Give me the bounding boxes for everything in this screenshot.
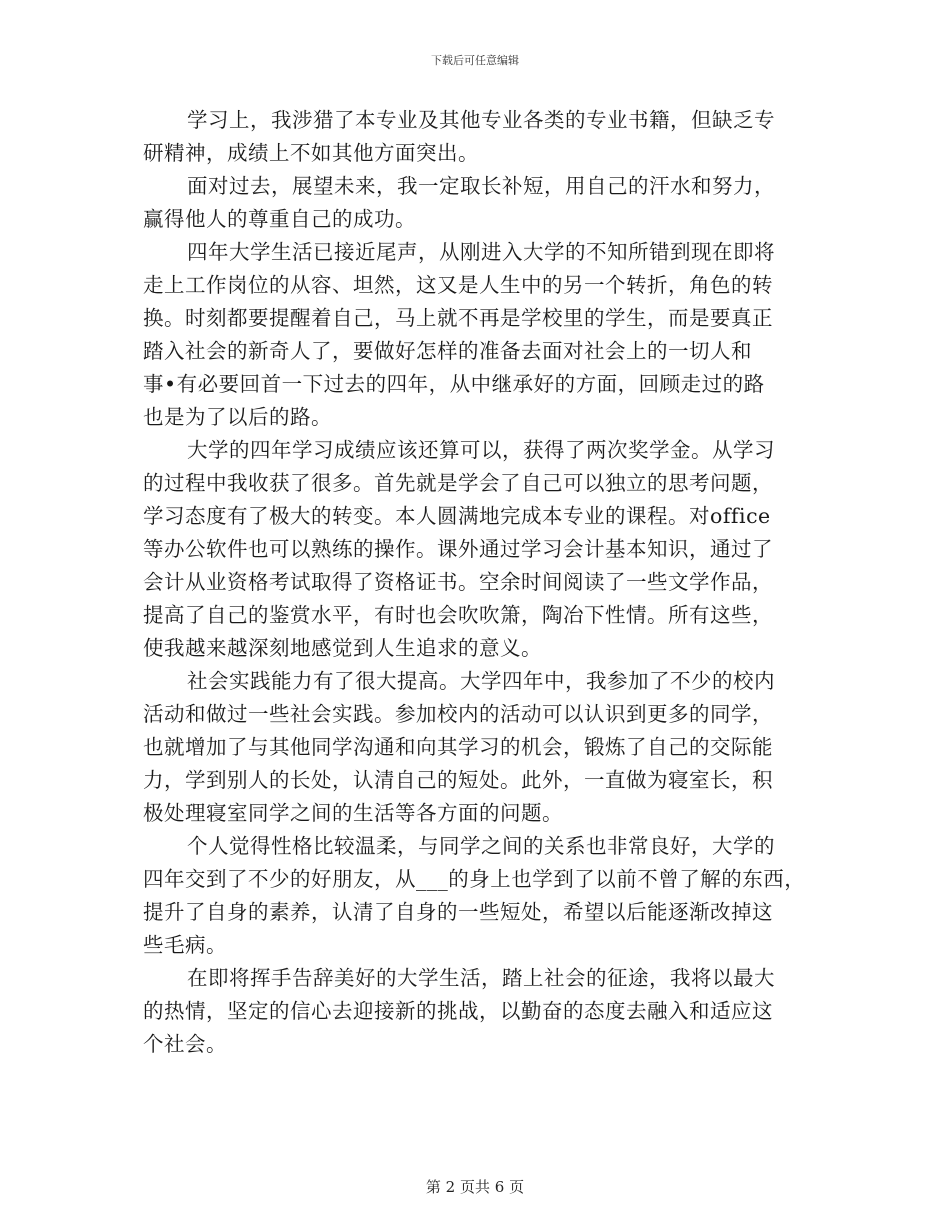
text-line: 极处理寝室同学之间的生活等各方面的问题。: [143, 801, 563, 825]
text-line: 换。时刻都要提醒着自己，马上就不再是学校里的学生，而是要真正: [143, 306, 773, 330]
text-line: 学习态度有了极大的转变。本人圆满地完成本专业的课程。对office: [143, 504, 771, 528]
text-line: 踏入社会的新奇人了，要做好怎样的准备去面对社会上的一切人和: [143, 339, 752, 363]
text-line: 面对过去，展望未来，我一定取长补短，用自己的汗水和努力，: [187, 174, 775, 198]
header-note: 下载后可任意编辑: [431, 54, 519, 67]
text-line: 使我越来越深刻地感觉到人生追求的意义。: [143, 636, 542, 660]
paragraph: [143, 104, 833, 170]
paragraph: [143, 236, 833, 434]
page-footer: [0, 1176, 950, 1197]
paragraph: [143, 830, 833, 962]
text-line: 些毛病。: [143, 933, 227, 957]
text-line: 社会实践能力有了很大提高。大学四年中，我参加了不少的校内: [187, 669, 775, 693]
text-line: 四年交到了不少的好朋友，从___的身上也学到了以前不曾了解的东西，: [143, 867, 806, 891]
text-line: 个人觉得性格比较温柔，与同学之间的关系也非常良好，大学的: [187, 834, 775, 858]
text-line: 提升了自身的素养，认清了自身的一些短处，希望以后能逐渐改掉这: [143, 900, 773, 924]
text-line: 也是为了以后的路。: [143, 405, 332, 429]
text-line: 赢得他人的尊重自己的成功。: [143, 207, 416, 231]
text-line: 会计从业资格考试取得了资格证书。空余时间阅读了一些文学作品，: [143, 570, 773, 594]
text-line: 走上工作岗位的从容、坦然，这又是人生中的另一个转折，角色的转: [143, 273, 773, 297]
text-line: 个社会。: [143, 1032, 227, 1056]
text-line: 也就增加了与其他同学沟通和向其学习的机会，锻炼了自己的交际能: [143, 735, 773, 759]
text-line: 在即将挥手告辞美好的大学生活，踏上社会的征途，我将以最大: [187, 966, 775, 990]
text-line: 学习上，我涉猎了本专业及其他专业各类的专业书籍，但缺乏专: [187, 108, 775, 132]
paragraph: [143, 434, 833, 665]
text-line: 事•有必要回首一下过去的四年，从中继承好的方面，回顾走过的路: [143, 372, 765, 396]
text-line: 四年大学生活已接近尾声，从刚进入大学的不知所错到现在即将: [187, 240, 775, 264]
text-line: 提高了自己的鉴赏水平，有时也会吹吹箫，陶冶下性情。所有这些，: [143, 603, 773, 627]
paragraph: [143, 170, 833, 236]
text-line: 大学的四年学习成绩应该还算可以，获得了两次奖学金。从学习: [187, 438, 775, 462]
page-header: [0, 52, 950, 68]
text-line: 的热情，坚定的信心去迎接新的挑战，以勤奋的态度去融入和适应这: [143, 999, 773, 1023]
text-line: 力，学到别人的长处，认清自己的短处。此外，一直做为寝室长，积: [143, 768, 773, 792]
text-line: 等办公软件也可以熟练的操作。课外通过学习会计基本知识，通过了: [143, 537, 773, 561]
document-body: [143, 104, 833, 1061]
text-line: 活动和做过一些社会实践。参加校内的活动可以认识到更多的同学，: [143, 702, 773, 726]
paragraph: [143, 962, 833, 1061]
text-line: 研精神，成绩上不如其他方面突出。: [143, 141, 479, 165]
text-line: 的过程中我收获了很多。首先就是学会了自己可以独立的思考问题，: [143, 471, 773, 495]
page-number: 第 2 页共 6 页: [425, 1178, 525, 1196]
paragraph: [143, 665, 833, 830]
